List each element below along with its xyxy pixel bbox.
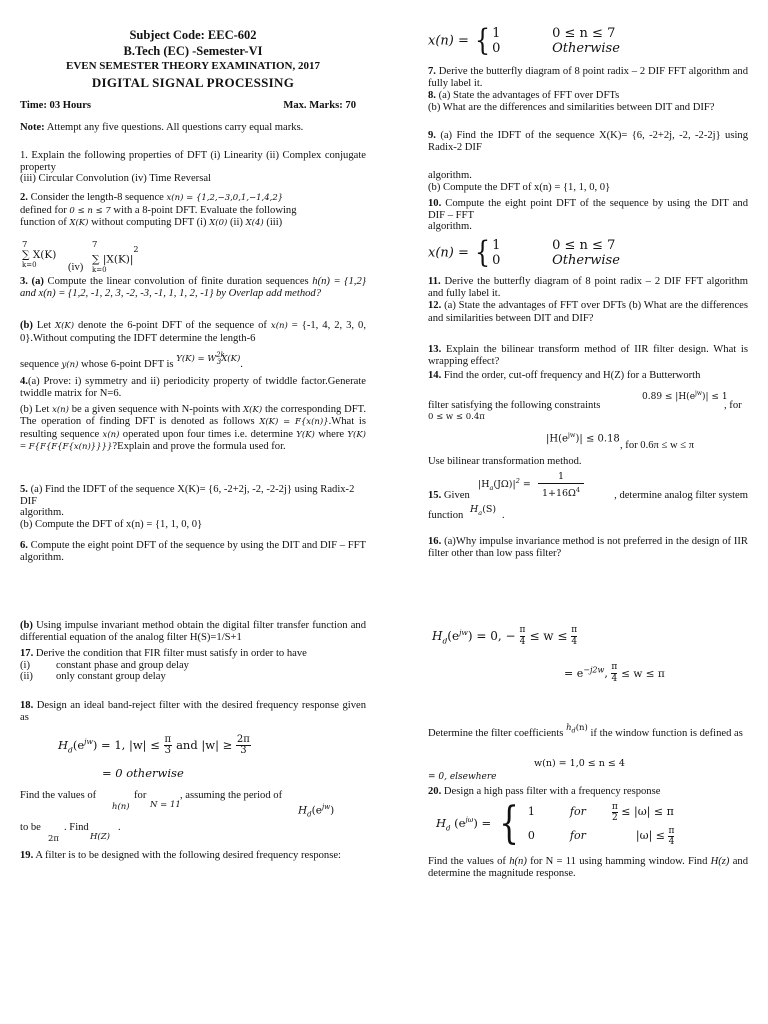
det-hd-sub: d: [571, 726, 576, 735]
sum-1: [22, 240, 56, 269]
q18-three-b: 3: [240, 745, 247, 756]
eq-mid-c2b: Otherwise: [552, 253, 620, 268]
time-label: Time: 03 Hours: [20, 100, 92, 111]
q18-h-sub: d: [68, 745, 73, 755]
q3b-text-e: whose 6-point DFT is: [78, 358, 177, 370]
q17-i-label: (i): [20, 659, 30, 671]
question-1: [20, 150, 366, 185]
brace-icon: {: [474, 235, 491, 270]
q16b-label: (b): [20, 620, 33, 631]
note-label: Note:: [20, 122, 45, 133]
time-marks-row: [20, 100, 366, 111]
q4b-text-i: ?Explain and prove the formula used for.: [112, 441, 286, 453]
q18-equation-1: [58, 735, 366, 756]
q19-text: A filter is to be designed with the following desired frequency response:: [33, 850, 341, 861]
q10-number: 10.: [428, 198, 442, 209]
q4b-text-h: =: [20, 441, 26, 453]
q20-c1a: 1: [527, 805, 535, 818]
q17-number: 17.: [20, 648, 34, 659]
q15-has-sub: a: [478, 508, 483, 517]
note-text: Attempt any five questions. All questions carry equal marks.: [44, 122, 304, 133]
q9-algorithm: algorithm.: [428, 170, 472, 181]
q14-c2: |H(e: [546, 433, 568, 445]
q14-c2-end: )| ≤ 0.18: [575, 433, 620, 445]
q3b-yk-sub: 3: [216, 357, 222, 366]
q15-function: function: [428, 510, 464, 521]
q18-number: 18.: [20, 700, 34, 711]
q20-c2c: |ω| ≤: [635, 829, 669, 842]
q18-find-a: Find the values of: [20, 790, 97, 801]
q18-tobe: [20, 820, 366, 848]
det-hd-b: (n): [575, 723, 588, 733]
q4b-xn2: x(n): [102, 429, 120, 440]
q5-text: (a) Find the IDFT of the sequence X(K)= {6, -2+2j, -2, -2-2j} using Radix-2 DIF: [20, 484, 355, 507]
q18-text: Design an ideal band-reject filter with the desired frequency response given as: [20, 700, 366, 723]
question-2: [20, 192, 366, 230]
q4b-yk: Y(K): [296, 429, 315, 440]
q3b-text-a: Let: [32, 320, 56, 331]
eq-pi-3: π: [611, 662, 618, 672]
q11-text: Derive the butterfly diagram of 8 point radix – 2 DIF FFT algorithm and fully label it.: [428, 276, 748, 299]
q15-given: Given: [441, 490, 470, 501]
question-9-cont: [428, 170, 748, 193]
question-3b: [20, 320, 366, 344]
q7-text: Derive the butterfly diagram of 8 point radix – 2 DIF FFT algorithm and fully label it.: [428, 66, 748, 89]
question-8: [428, 90, 748, 113]
q15-sq: 2: [515, 477, 520, 485]
question-10: [428, 198, 748, 233]
q20-lhs-c: ) =: [473, 815, 495, 830]
q3b-yn: y(n): [61, 359, 79, 370]
q5-algorithm: algorithm.: [20, 507, 64, 519]
sum-1-body: ∑ X(K): [22, 249, 57, 261]
q15-den-sup: 4: [575, 486, 581, 494]
q4b-yk2: Y(K): [347, 429, 366, 440]
q14-range-1: 0 ≤ w ≤ 0.4π: [428, 412, 485, 422]
question-20: [428, 786, 748, 798]
q18-eq-sup: jw: [84, 737, 93, 747]
q3b-yk-end: X(K): [221, 353, 241, 364]
question-19: [20, 850, 366, 862]
sum-2-body: ∑ |X(K)|: [92, 253, 134, 266]
q20-cases: [528, 800, 675, 848]
q20-c1b: for: [569, 805, 586, 818]
q14-c1: 0.89 ≤ |H(e: [642, 392, 696, 402]
sum-2: [92, 240, 139, 274]
q18-n11: N = 11: [150, 800, 181, 810]
eq-h2-sup: −j2w: [583, 665, 605, 675]
q3-text-2: h(n) = {1,2} and x(n) = {1,2, -1, 2, 3, -2, -3, -1, 1, 1, 2, -1} by Overlap add method?: [20, 276, 366, 299]
sum-2-bottom: k=0: [92, 265, 107, 274]
q4-number: 4.: [20, 376, 28, 387]
eq-h1-sup: jw: [459, 628, 468, 638]
eq-four-c: 4: [611, 674, 618, 684]
sum-1-top: 7: [22, 240, 28, 250]
q8-part-a: (a) State the advantages of FFT over DFTs: [435, 90, 620, 101]
q18-2pi-b: 2π: [48, 834, 59, 844]
question-6: [20, 540, 366, 563]
q1-text-b: (iii) Circular Convolution (iv) Time Reversal: [20, 173, 211, 185]
q16-text: (a)Why impulse invariance method is not preferred in the design of IIR filter other than low pass filter?: [428, 536, 748, 559]
question-4: [20, 376, 366, 399]
q18-2pi: 2π: [236, 734, 250, 745]
q14-number: 14.: [428, 370, 442, 381]
q1-text: 1. Explain the following properties of DFT (i) Linearity (ii) Complex conjugate property: [20, 150, 366, 173]
q4b-text-e: operated upon four times i.e. determine: [119, 428, 297, 440]
q15-numerator: 1: [538, 470, 584, 484]
q3b-text-d: sequence: [20, 358, 62, 370]
q15-denominator: 1+16Ω: [541, 488, 576, 500]
paper-title: DIGITAL SIGNAL PROCESSING: [91, 75, 295, 90]
brace-icon: {: [474, 23, 491, 58]
brace-icon: {: [498, 798, 519, 849]
q9-part-b: (b) Compute the DFT of x(n) = {1, 1, 0, 0}: [428, 181, 611, 193]
eq-four: 4: [519, 637, 526, 647]
q11-number: 11.: [428, 276, 441, 287]
q3b-xk: X(K): [55, 321, 75, 331]
eq-h1-b: (e: [447, 629, 460, 644]
q9-number: 9.: [428, 130, 436, 141]
q7-number: 7.: [428, 66, 436, 77]
question-18: [20, 700, 366, 723]
q14-c2-sup: jw: [567, 431, 576, 439]
eq-mid-cases: [492, 238, 620, 268]
q17-i-text: constant phase and group delay: [56, 659, 189, 671]
q14-text-b: filter satisfying the following constraints: [428, 400, 601, 411]
eq-top-c2a: 0: [492, 41, 501, 56]
q18-eq-a: (e: [72, 738, 85, 753]
eq-le: ≤ w ≤: [529, 629, 572, 644]
q15-has-b: (S): [482, 504, 497, 515]
q4b-text-b: be a given sequence with N-points with: [68, 404, 244, 415]
q2-x0: X(0): [209, 218, 228, 229]
q15-number: 15.: [428, 490, 442, 501]
eq-h1-sub: d: [442, 636, 448, 646]
eq-mid-c1b: 0 ≤ n ≤ 7: [552, 238, 616, 253]
q17-item-ii: [20, 671, 366, 683]
q15-lhs: |H: [478, 479, 490, 491]
question-5: [20, 484, 366, 530]
q16-equation-2: [564, 662, 748, 685]
question-15: [428, 470, 748, 524]
determine-coefficients: [428, 723, 748, 743]
eq-top-c2b: Otherwise: [552, 41, 620, 56]
eq-h1-c: ) = 0, −: [467, 629, 516, 644]
q6-number: 6.: [20, 540, 28, 551]
question-14: [428, 370, 748, 470]
q20-c2a: 0: [527, 829, 535, 842]
question-3b-line: [20, 351, 366, 374]
q3b-yk-sup: 2k: [216, 351, 225, 359]
q2-sequence: x(n) = {1,2,−3,0,1,−1,4,2}: [166, 193, 284, 203]
eq-h2-a: = e: [564, 667, 584, 681]
q18-h: H: [58, 738, 69, 753]
q18-hn: h(n): [112, 802, 130, 812]
q15-fraction: [538, 470, 584, 500]
q17-ii-text: only constant group delay: [56, 671, 166, 683]
q20-find-a: Find the values of: [428, 856, 510, 867]
q4b-ffff: F{F{F{F{x(n)}}}}: [28, 442, 113, 453]
q20-equation: [436, 800, 748, 848]
window-function: w(n) = 1,0 ≤ n ≤ 4: [534, 758, 625, 769]
q2-iv: (iv): [68, 262, 84, 273]
exam-header: [20, 28, 366, 90]
q2-xk: X(K): [69, 218, 89, 229]
q15-eq: =: [519, 479, 531, 491]
q20-c1c-num: π: [611, 801, 618, 812]
q3-text: Compute the linear convolution of finite duration sequences: [43, 276, 309, 287]
subject-code: Subject Code: EEC-602: [129, 28, 257, 42]
q12-number: 12.: [428, 300, 442, 311]
eq-mid-c2a: 0: [492, 253, 501, 268]
eq-top-c1b: 0 ≤ n ≤ 7: [552, 26, 616, 41]
q15-lhs-b: (JΩ)|: [493, 479, 516, 491]
q17-item-i: [20, 660, 366, 672]
eq-h1-a: H: [432, 629, 443, 644]
q15-lhs-sub: a: [489, 484, 494, 493]
question-17: [20, 648, 366, 683]
q2-text-a: Consider the length-8 sequence: [27, 192, 167, 203]
question-16b: [20, 620, 366, 643]
q2-text-d: function of: [20, 217, 70, 229]
eq-pi: π: [519, 625, 526, 635]
note: [20, 122, 366, 134]
q4-text: (a) Prove: i) symmetry and ii) periodicity property of twiddle factor.Generate twiddle matrix for N=6.: [20, 376, 366, 399]
eq-top-c1a: 1: [492, 26, 501, 41]
sum-2-top: 7: [92, 240, 98, 250]
q20-c2d-den: 4: [668, 836, 675, 847]
question-3: [20, 276, 366, 299]
q3b-yk: Y(K) = W: [176, 353, 217, 364]
q20-lhs: H: [436, 815, 447, 830]
q4b-text-c: the corresponding DFT. The operation of finding DFT is denoted as follows: [20, 404, 366, 428]
q17-text: Derive the condition that FIR filter must satisfy in order to have: [33, 648, 307, 659]
question-12: [428, 300, 748, 325]
exam-name: EVEN SEMESTER THEORY EXAMINATION, 2017: [66, 60, 320, 72]
eq-top-cases: [492, 26, 620, 56]
sum-1-bottom: k=0: [22, 261, 37, 269]
q3b-xn: x(n): [270, 321, 288, 331]
q2-text-b: defined for: [20, 204, 70, 216]
q18-three: 3: [164, 745, 171, 756]
q20-lhs-sup: jω: [465, 816, 474, 825]
eq-mid-c1a: 1: [492, 238, 501, 253]
q20-find: [428, 856, 748, 879]
q14-text: Find the order, cut-off frequency and H(Z) for a Butterworth: [441, 370, 701, 381]
max-marks: Max. Marks: 70: [283, 100, 356, 111]
question-13: [428, 344, 748, 367]
question-11: [428, 276, 748, 299]
q18-dot: .: [118, 822, 121, 833]
equation-mid: [428, 235, 748, 270]
q3-part-a: (a): [27, 276, 44, 287]
q16-equation-1: [432, 625, 748, 648]
q18-equation-2: = 0 otherwise: [102, 766, 184, 780]
q14-for-1: , for: [724, 400, 742, 411]
q4b-xk: X(K): [243, 405, 263, 415]
q20-number: 20.: [428, 786, 442, 797]
q10-algorithm: algorithm.: [428, 221, 472, 233]
q2-text-g: (iii): [263, 217, 283, 229]
q18-hd-sup: jw: [321, 803, 331, 811]
q2-sums: [20, 240, 366, 274]
q13-text: Explain the bilinear transform method of IIR filter design. What is wrapping effect?: [428, 344, 748, 367]
q5-part-b: (b) Compute the DFT of x(n) = {1, 1, 0, 0}: [20, 518, 203, 530]
eq-four-b: 4: [571, 637, 578, 647]
q18-hd-c: ): [330, 804, 335, 817]
eq-h2-b: ,: [604, 667, 612, 681]
q8-part-b: (b) What are the differences and similarities between DIT and DIF?: [428, 101, 715, 113]
q20-hz: H(z): [710, 856, 730, 867]
q17-ii-label: (ii): [20, 671, 33, 683]
q4b-text-d: .What is resulting sequence: [20, 416, 366, 440]
q19-number: 19.: [20, 850, 34, 861]
q18-assuming: , assuming the period of: [180, 790, 283, 801]
q18-for: for: [134, 790, 147, 801]
q18-hd-b: (e: [311, 804, 322, 817]
q3-number: 3.: [20, 276, 28, 287]
q3b-text-c: = {-1, 4, 2, 3, 0, 0}.Without computing the IDFT determine the length-6: [20, 320, 366, 344]
sum-2-exp: 2: [133, 245, 139, 254]
det-text: Determine the filter coefficients: [428, 728, 564, 739]
q15-text: , determine analog filter system: [614, 490, 748, 501]
q20-hn: h(n): [509, 856, 527, 867]
q3b-text-f: .: [240, 358, 243, 370]
q4b-xn: x(n): [52, 405, 69, 415]
q4b-f: X(K) = F{x(n)}: [259, 417, 329, 428]
q2-range: 0 ≤ n ≤ 7: [69, 205, 111, 216]
q16b-text: Using impulse invariant method obtain the digital filter transfer function and differential equation of the analog filter H(S)=1/S+1: [20, 620, 366, 643]
question-4b: [20, 404, 366, 454]
q18-and: and |w| ≥: [176, 738, 236, 753]
q6-text: Compute the eight point DFT of the sequence by using the DIT and DIF – FFT algorithm.: [20, 540, 366, 563]
q18-find-b: . Find: [64, 822, 89, 833]
q13-number: 13.: [428, 344, 442, 355]
q2-text-e: without computing DFT (i): [88, 217, 210, 229]
q15-dot: .: [502, 510, 505, 521]
equation-top: [428, 23, 748, 58]
q2-text-f: (ii): [227, 217, 246, 229]
q15-has: H: [470, 504, 479, 515]
q10-text: Compute the eight point DFT of the sequence by using the DIT and DIF – FFT: [428, 198, 748, 221]
q9-text: (a) Find the IDFT of the sequence X(K)= {6, -2+2j, -2, -2-2j} using Radix-2 DIF: [428, 130, 748, 153]
program: B.Tech (EC) -Semester-VI: [123, 44, 263, 58]
q14-c1-sup: jw: [695, 390, 703, 397]
q20-c2b: for: [569, 829, 586, 842]
q18-pi: π: [164, 734, 172, 745]
q18-hd: H: [298, 804, 308, 817]
q18-hd-sub: d: [307, 810, 312, 819]
eq-h2-c: ≤ w ≤ π: [621, 668, 665, 681]
eq-top-lhs: x(n) =: [428, 33, 474, 49]
q4b-text-a: (b) Let: [20, 404, 53, 415]
q8-number: 8.: [428, 90, 436, 101]
q20-c1c-den: 2: [611, 812, 618, 823]
q12-text: (a) State the advantages of FFT over DFTs (b) What are the differences and similarities between DIT and DIF?: [428, 300, 748, 324]
q2-x4: X(4): [245, 218, 264, 229]
q20-c1d: ≤ |ω| ≤ π: [617, 805, 674, 818]
q2-text-c: with a 8-point DFT. Evaluate the following: [110, 204, 297, 216]
q14-use: Use bilinear transformation method.: [428, 456, 582, 467]
question-16: [428, 536, 748, 559]
q4b-text-g: where: [314, 428, 348, 440]
q14-c1-end: )| ≤ 1: [702, 392, 728, 402]
q20-lhs-sub: d: [446, 824, 451, 833]
q20-find-c: and determine the magnitude response.: [428, 856, 748, 879]
q14-for-2: , for 0.6π ≤ w ≤ π: [620, 440, 695, 451]
window-function-else: = 0, elsewhere: [428, 772, 497, 782]
q5-number: 5.: [20, 484, 28, 495]
question-9: [428, 130, 748, 153]
q20-text: Design a high pass filter with a frequency response: [441, 786, 661, 797]
q2-number: 2.: [20, 192, 28, 203]
q18-eq-b: ) = 1, |w| ≤: [92, 738, 164, 753]
det-hd: h: [566, 723, 572, 733]
q20-c2d-num: π: [668, 825, 675, 836]
q3b-text-b: denote the 6-point DFT of the sequence of: [74, 320, 271, 331]
eq-mid-lhs: x(n) =: [428, 245, 474, 261]
det-text-2: if the window function is defined as: [587, 728, 743, 739]
q18-hz: H(Z): [90, 832, 110, 842]
q16-number: 16.: [428, 536, 442, 547]
question-7: [428, 66, 748, 89]
q20-find-b: for N = 11 using hamming window. Find: [526, 856, 711, 867]
eq-pi-2: π: [571, 625, 578, 635]
q20-lhs-b: (e: [450, 815, 466, 830]
q3b-label: (b): [20, 320, 33, 331]
q18-tobe-text: to be: [20, 822, 41, 833]
